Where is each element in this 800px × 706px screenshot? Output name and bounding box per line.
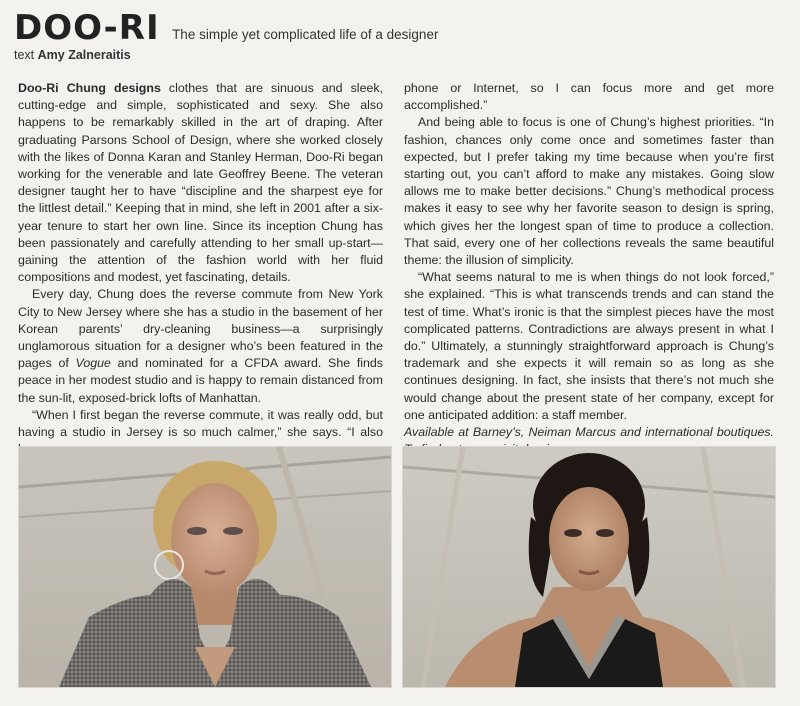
model-brunette-black-dress-photo bbox=[402, 446, 776, 688]
byline bbox=[14, 48, 438, 62]
byline-author: Amy Zalneraitis bbox=[37, 48, 131, 62]
article-subtitle: The simple yet complicated life of a designer bbox=[172, 27, 439, 42]
paragraph-text: Every day, Chung does the reverse commute from New York City to New Jersey where she has a studio in the basement of her Korean parents’ dry-cleaning business—a surprisingly unglamorous situation for a designer who’s been featured in the pages of bbox=[18, 287, 383, 371]
article-column-right bbox=[404, 80, 774, 458]
paragraph bbox=[18, 80, 383, 286]
paragraph: And being able to focus is one of Chung’s highest priorities. “In fashion, chances only come once and sometimes faster than expected, but I prefer taking my time because when you’re first starting out, you can’t afford to make any mistakes. Going slow allows me to make better decisions.” Chung’s methodical process makes it easy to see why her favorite season to design is spring, which gives her the longest span of time to produce a collection. That said, every one of her collections reveals the same beautiful theme: the illusion of simplicity. bbox=[404, 115, 774, 268]
paragraph-text: and nominated for a CFDA award. She finds peace in her modest studio and is happy to remain distanced from the sun-lit, exposed-brick lofts of Manhattan. bbox=[18, 356, 383, 405]
paragraph bbox=[18, 286, 383, 406]
article-header bbox=[14, 8, 438, 62]
paragraph-text: clothes that are sinuous and sleek, cutting-edge and simple, sophisticated and sexy. She also happens to be remarkably skilled in the art of draping. After graduating Parsons School of Design, where she worked closely with the likes of Donna Karan and Stanley Herman, Doo-Ri began working for the venerable and late Geoffrey Beene. The veteran designer taught her to have “discipline and the sharpest eye for the littlest detail.” Keeping that in mind, she left in 2001 after a six-year tenure to start her own line. Since its inception Chung has been passionately and carefully attending to her small up-start—gaining the attention of the fashion world with her fluid compositions and modest, yet fascinating, details. bbox=[18, 81, 383, 285]
model-blonde-gray-coat-photo bbox=[18, 446, 392, 688]
paragraph: “What seems natural to me is when things do not look forced,” she explained. “This is what transcends trends and can stand the test of time. What’s ironic is that the simplest pieces have the most complicated patterns. Contradictions are always present in what I do.” Ultimately, a stunningly straightforward approach is Chung’s trademark and she expects it will remain so as long as she continues designing. In fact, she insists that there’s not much she would change about the present state of her company, except for one anticipated addition: a staff member. bbox=[404, 270, 774, 422]
article-column-left bbox=[18, 80, 383, 458]
byline-prefix: text bbox=[14, 48, 35, 62]
magazine-name: Vogue bbox=[75, 356, 111, 371]
paragraph: phone or Internet, so I can focus more and get more accomplished.” bbox=[404, 81, 774, 113]
lead-in: Doo-Ri Chung designs bbox=[18, 81, 161, 95]
paragraph: “When I first began the reverse commute, it was really odd, but having a studio in Jersey is so much calmer,” she says. “I also bbox=[18, 407, 383, 440]
article-title: DOO-RI bbox=[14, 8, 160, 48]
availability-credit: Available at Barney’s, Neiman Marcus and international boutiques. bbox=[404, 425, 774, 440]
